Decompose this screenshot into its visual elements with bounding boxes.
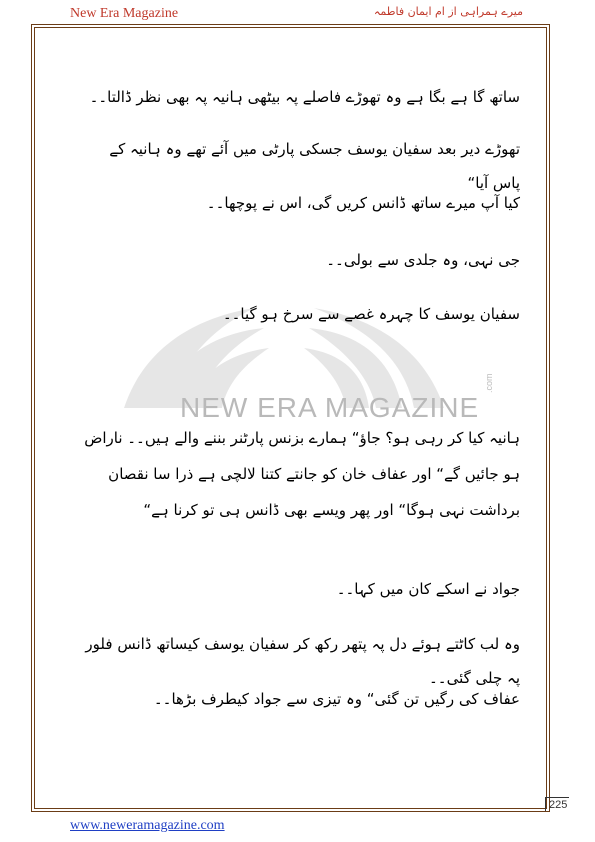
watermark-suffix: .com bbox=[484, 373, 494, 393]
paragraph-9: عفاف کی رگیں تن گئی“ وہ تیزی سے جواد کیطرف بڑھا۔۔ bbox=[153, 690, 520, 708]
paragraph-6: ہانیہ کیا کر رہی ہو؟ جاؤ“ ہمارے بزنس پارٹنر بننے والے ہیں۔۔ ناراض ہو جائیں گے“ اور عفاف خان کو جانتے کتنا لالچی ہے ذرا سا نقصان برداشت نہی ہوگا“ اور پھر ویسے بھی ڈانس ہی تو کرنا ہے“ bbox=[84, 429, 520, 519]
paragraph-7: جواد نے اسکے کان میں کہا۔۔ bbox=[336, 580, 520, 598]
paragraph-5: سفیان یوسف کا چہرہ غصے سے سرخ ہو گیا۔۔ bbox=[222, 305, 520, 323]
story-title-header: میرے ہمراہی از ام ایمان فاطمہ bbox=[373, 5, 523, 18]
paragraph-4: جی نہی، وہ جلدی سے بولی۔۔ bbox=[326, 251, 520, 269]
paragraph-1: ساتھ گا ہے بگا ہے وہ تھوڑے فاصلے پہ بیٹھی ہانیہ پہ بھی نظر ڈالتا۔۔ bbox=[89, 88, 520, 106]
paragraph-2: تھوڑے دیر بعد سفیان یوسف جسکی پارٹی میں آئے تھے وہ ہانیہ کے پاس آیا“ bbox=[109, 140, 520, 192]
paragraph-8: وہ لب کاٹتے ہوئے دل پہ پتھر رکھ کر سفیان یوسف کیساتھ ڈانس فلور پہ چلی گئی۔۔ bbox=[85, 635, 520, 687]
magazine-header: New Era Magazine bbox=[70, 6, 179, 21]
paragraph-3: کیا آپ میرے ساتھ ڈانس کریں گی، اس نے پوچھا۔۔ bbox=[206, 194, 520, 212]
footer-website-link[interactable]: www.neweramagazine.com bbox=[70, 818, 225, 833]
watermark-text: NEW ERA MAGAZINE bbox=[180, 392, 480, 423]
page-number: 225 bbox=[545, 797, 569, 811]
